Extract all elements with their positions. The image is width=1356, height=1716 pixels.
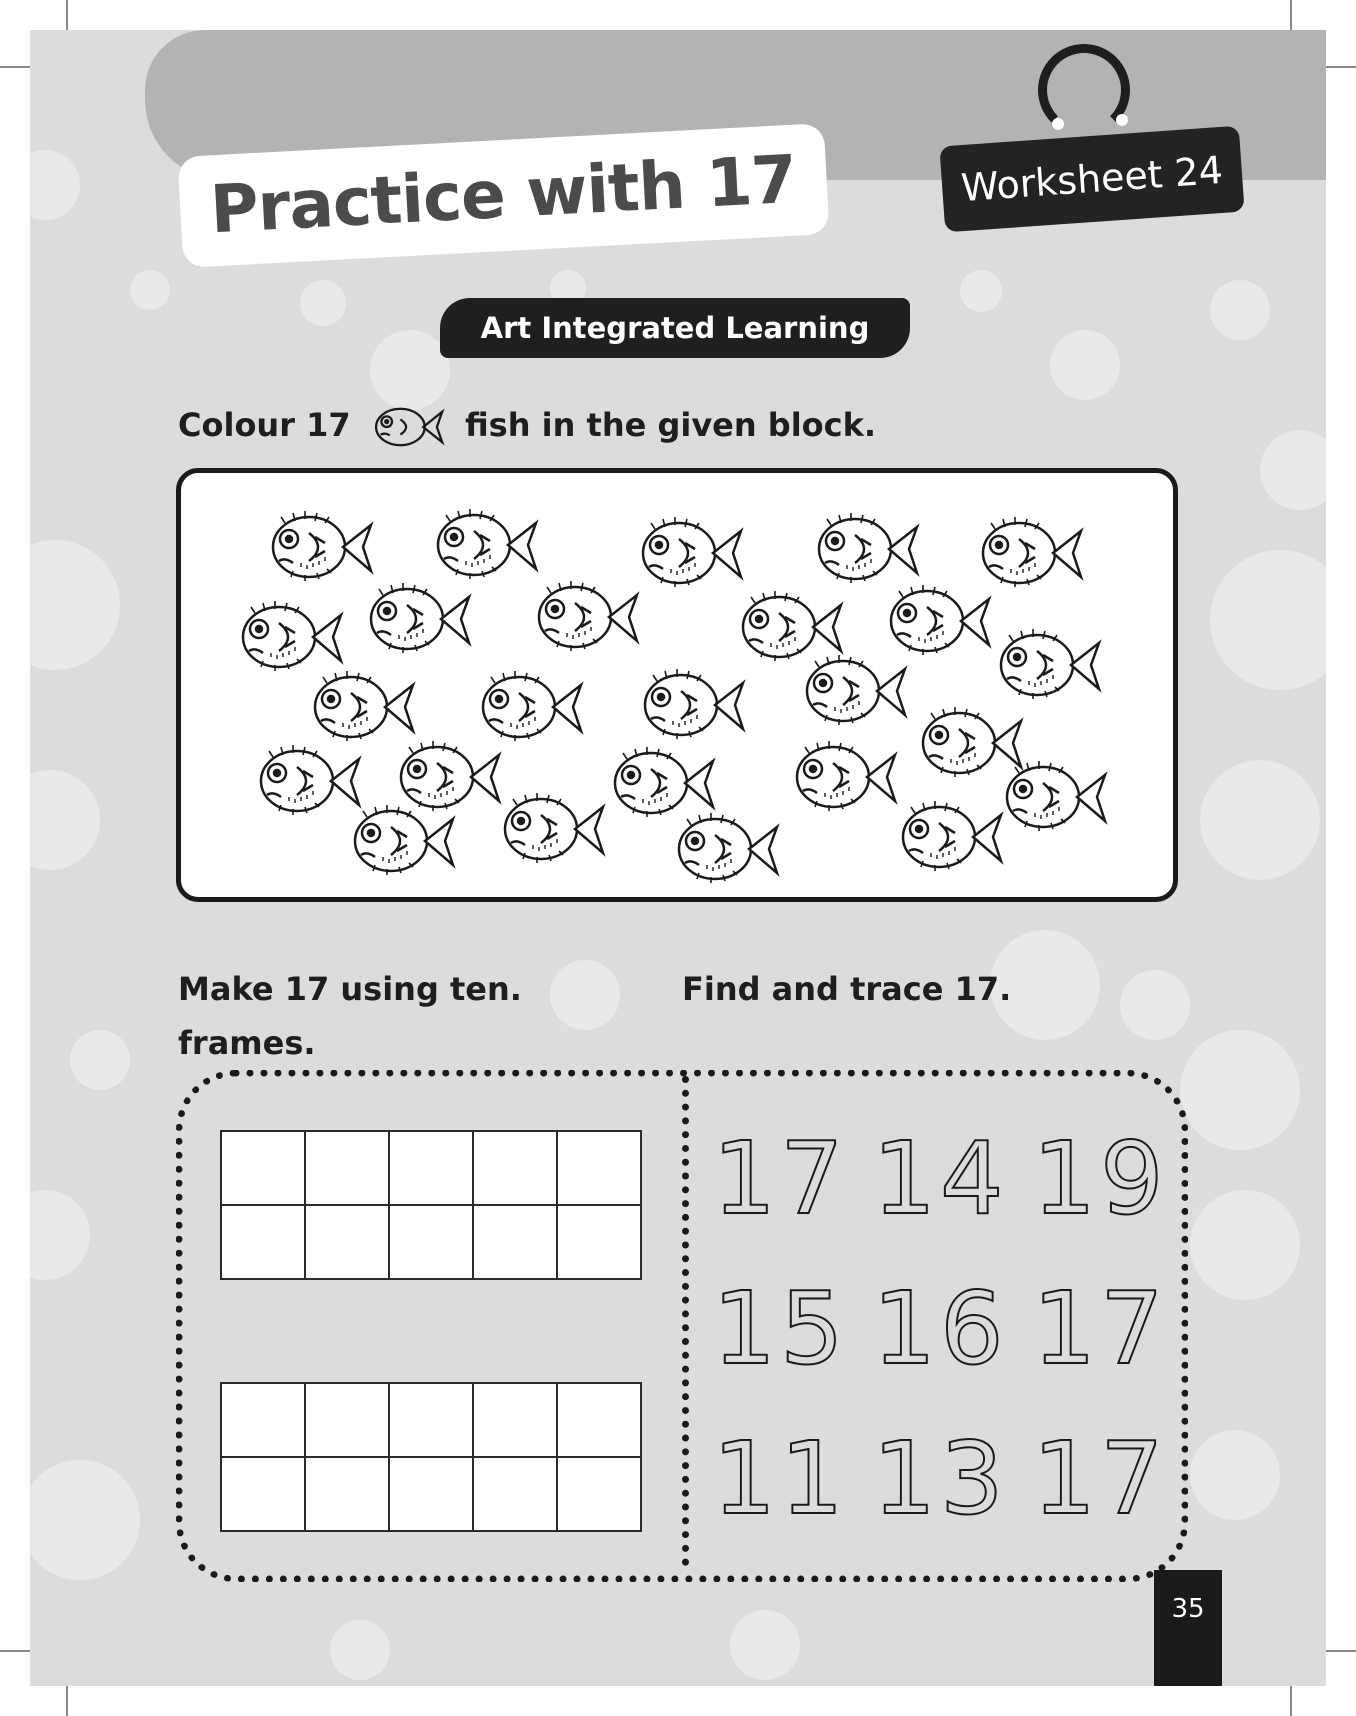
fish-instruction bbox=[178, 400, 876, 454]
fish-outline[interactable] bbox=[1007, 761, 1105, 831]
page-number: 35 bbox=[1154, 1570, 1222, 1686]
trace-instruction: Find and trace 17. bbox=[682, 970, 1012, 1008]
fish-outline[interactable] bbox=[743, 591, 841, 661]
trace-number[interactable]: 17 bbox=[712, 1120, 848, 1237]
fish-area bbox=[181, 473, 1173, 897]
ten-frame-cell[interactable] bbox=[305, 1131, 389, 1205]
fish-outline[interactable] bbox=[539, 581, 637, 651]
fish-instruction-end: fish in the given block. bbox=[464, 406, 877, 444]
fish-outline[interactable] bbox=[645, 669, 743, 739]
fish-outline[interactable] bbox=[643, 517, 741, 587]
fish-outline[interactable] bbox=[807, 655, 905, 725]
ten-frame-cell[interactable] bbox=[389, 1205, 473, 1279]
fish-outline[interactable] bbox=[615, 747, 713, 817]
fish-outline[interactable] bbox=[355, 805, 453, 875]
ten-frame-cell[interactable] bbox=[305, 1457, 389, 1531]
fish-outline[interactable] bbox=[261, 745, 359, 815]
trace-number[interactable]: 19 bbox=[1032, 1120, 1168, 1237]
ten-frame-cell[interactable] bbox=[473, 1205, 557, 1279]
ten-frames-instruction: Make 17 using ten. bbox=[178, 970, 522, 1008]
fish-outline[interactable] bbox=[923, 707, 1021, 777]
trace-number[interactable]: 17 bbox=[1032, 1420, 1168, 1537]
ten-frame-cell[interactable] bbox=[473, 1131, 557, 1205]
fish-outline[interactable] bbox=[505, 793, 603, 863]
ten-frame-cell[interactable] bbox=[221, 1131, 305, 1205]
ten-frame-cell[interactable] bbox=[389, 1457, 473, 1531]
fish-outline[interactable] bbox=[273, 511, 371, 581]
fish-outline[interactable] bbox=[315, 671, 413, 741]
fish-instruction-start: Colour 17 bbox=[178, 406, 351, 444]
worksheet-page bbox=[30, 30, 1326, 1686]
ten-frame-cell[interactable] bbox=[473, 1457, 557, 1531]
section-banner bbox=[440, 298, 910, 358]
trace-number[interactable]: 14 bbox=[872, 1120, 1008, 1237]
ten-frame-cell[interactable] bbox=[221, 1205, 305, 1279]
fish-outline[interactable] bbox=[797, 741, 895, 811]
trace-number[interactable]: 11 bbox=[712, 1420, 848, 1537]
fish-icon bbox=[370, 400, 446, 454]
trace-number[interactable]: 16 bbox=[872, 1270, 1008, 1387]
fish-outline[interactable] bbox=[679, 813, 777, 883]
panel-divider bbox=[682, 1076, 689, 1566]
ten-frame-cell[interactable] bbox=[557, 1205, 641, 1279]
fish-outline[interactable] bbox=[819, 513, 917, 583]
ten-frame-1 bbox=[220, 1130, 642, 1280]
ten-frame-cell[interactable] bbox=[221, 1457, 305, 1531]
fish-outline[interactable] bbox=[483, 671, 581, 741]
fish-outline[interactable] bbox=[891, 585, 989, 655]
ten-frame-cell[interactable] bbox=[305, 1383, 389, 1457]
fish-outline[interactable] bbox=[903, 801, 1001, 871]
ten-frame-cell[interactable] bbox=[389, 1131, 473, 1205]
page-title: Practice with 17 bbox=[208, 140, 799, 249]
worksheet-label: Worksheet 24 bbox=[959, 147, 1225, 211]
section-banner-label: Art Integrated Learning bbox=[480, 311, 870, 345]
ten-frame-cell[interactable] bbox=[305, 1205, 389, 1279]
fish-outline[interactable] bbox=[983, 517, 1081, 587]
fish-outline[interactable] bbox=[371, 583, 469, 653]
fish-outline[interactable] bbox=[438, 509, 536, 579]
ten-frame-cell[interactable] bbox=[221, 1383, 305, 1457]
ten-frame-cell[interactable] bbox=[389, 1383, 473, 1457]
trace-number[interactable]: 15 bbox=[712, 1270, 848, 1387]
fish-colouring-block bbox=[176, 468, 1178, 902]
ten-frame-cell[interactable] bbox=[473, 1383, 557, 1457]
ten-frames-instruction-continued: frames. bbox=[178, 1024, 316, 1062]
trace-number[interactable]: 13 bbox=[872, 1420, 1008, 1537]
ten-frame-cell[interactable] bbox=[557, 1457, 641, 1531]
fish-outline[interactable] bbox=[401, 741, 499, 811]
fish-outline[interactable] bbox=[1001, 629, 1099, 699]
fish-outline[interactable] bbox=[243, 601, 341, 671]
trace-number[interactable]: 17 bbox=[1032, 1270, 1168, 1387]
ten-frame-2 bbox=[220, 1382, 642, 1532]
ten-frame-cell[interactable] bbox=[557, 1131, 641, 1205]
ten-frame-cell[interactable] bbox=[557, 1383, 641, 1457]
